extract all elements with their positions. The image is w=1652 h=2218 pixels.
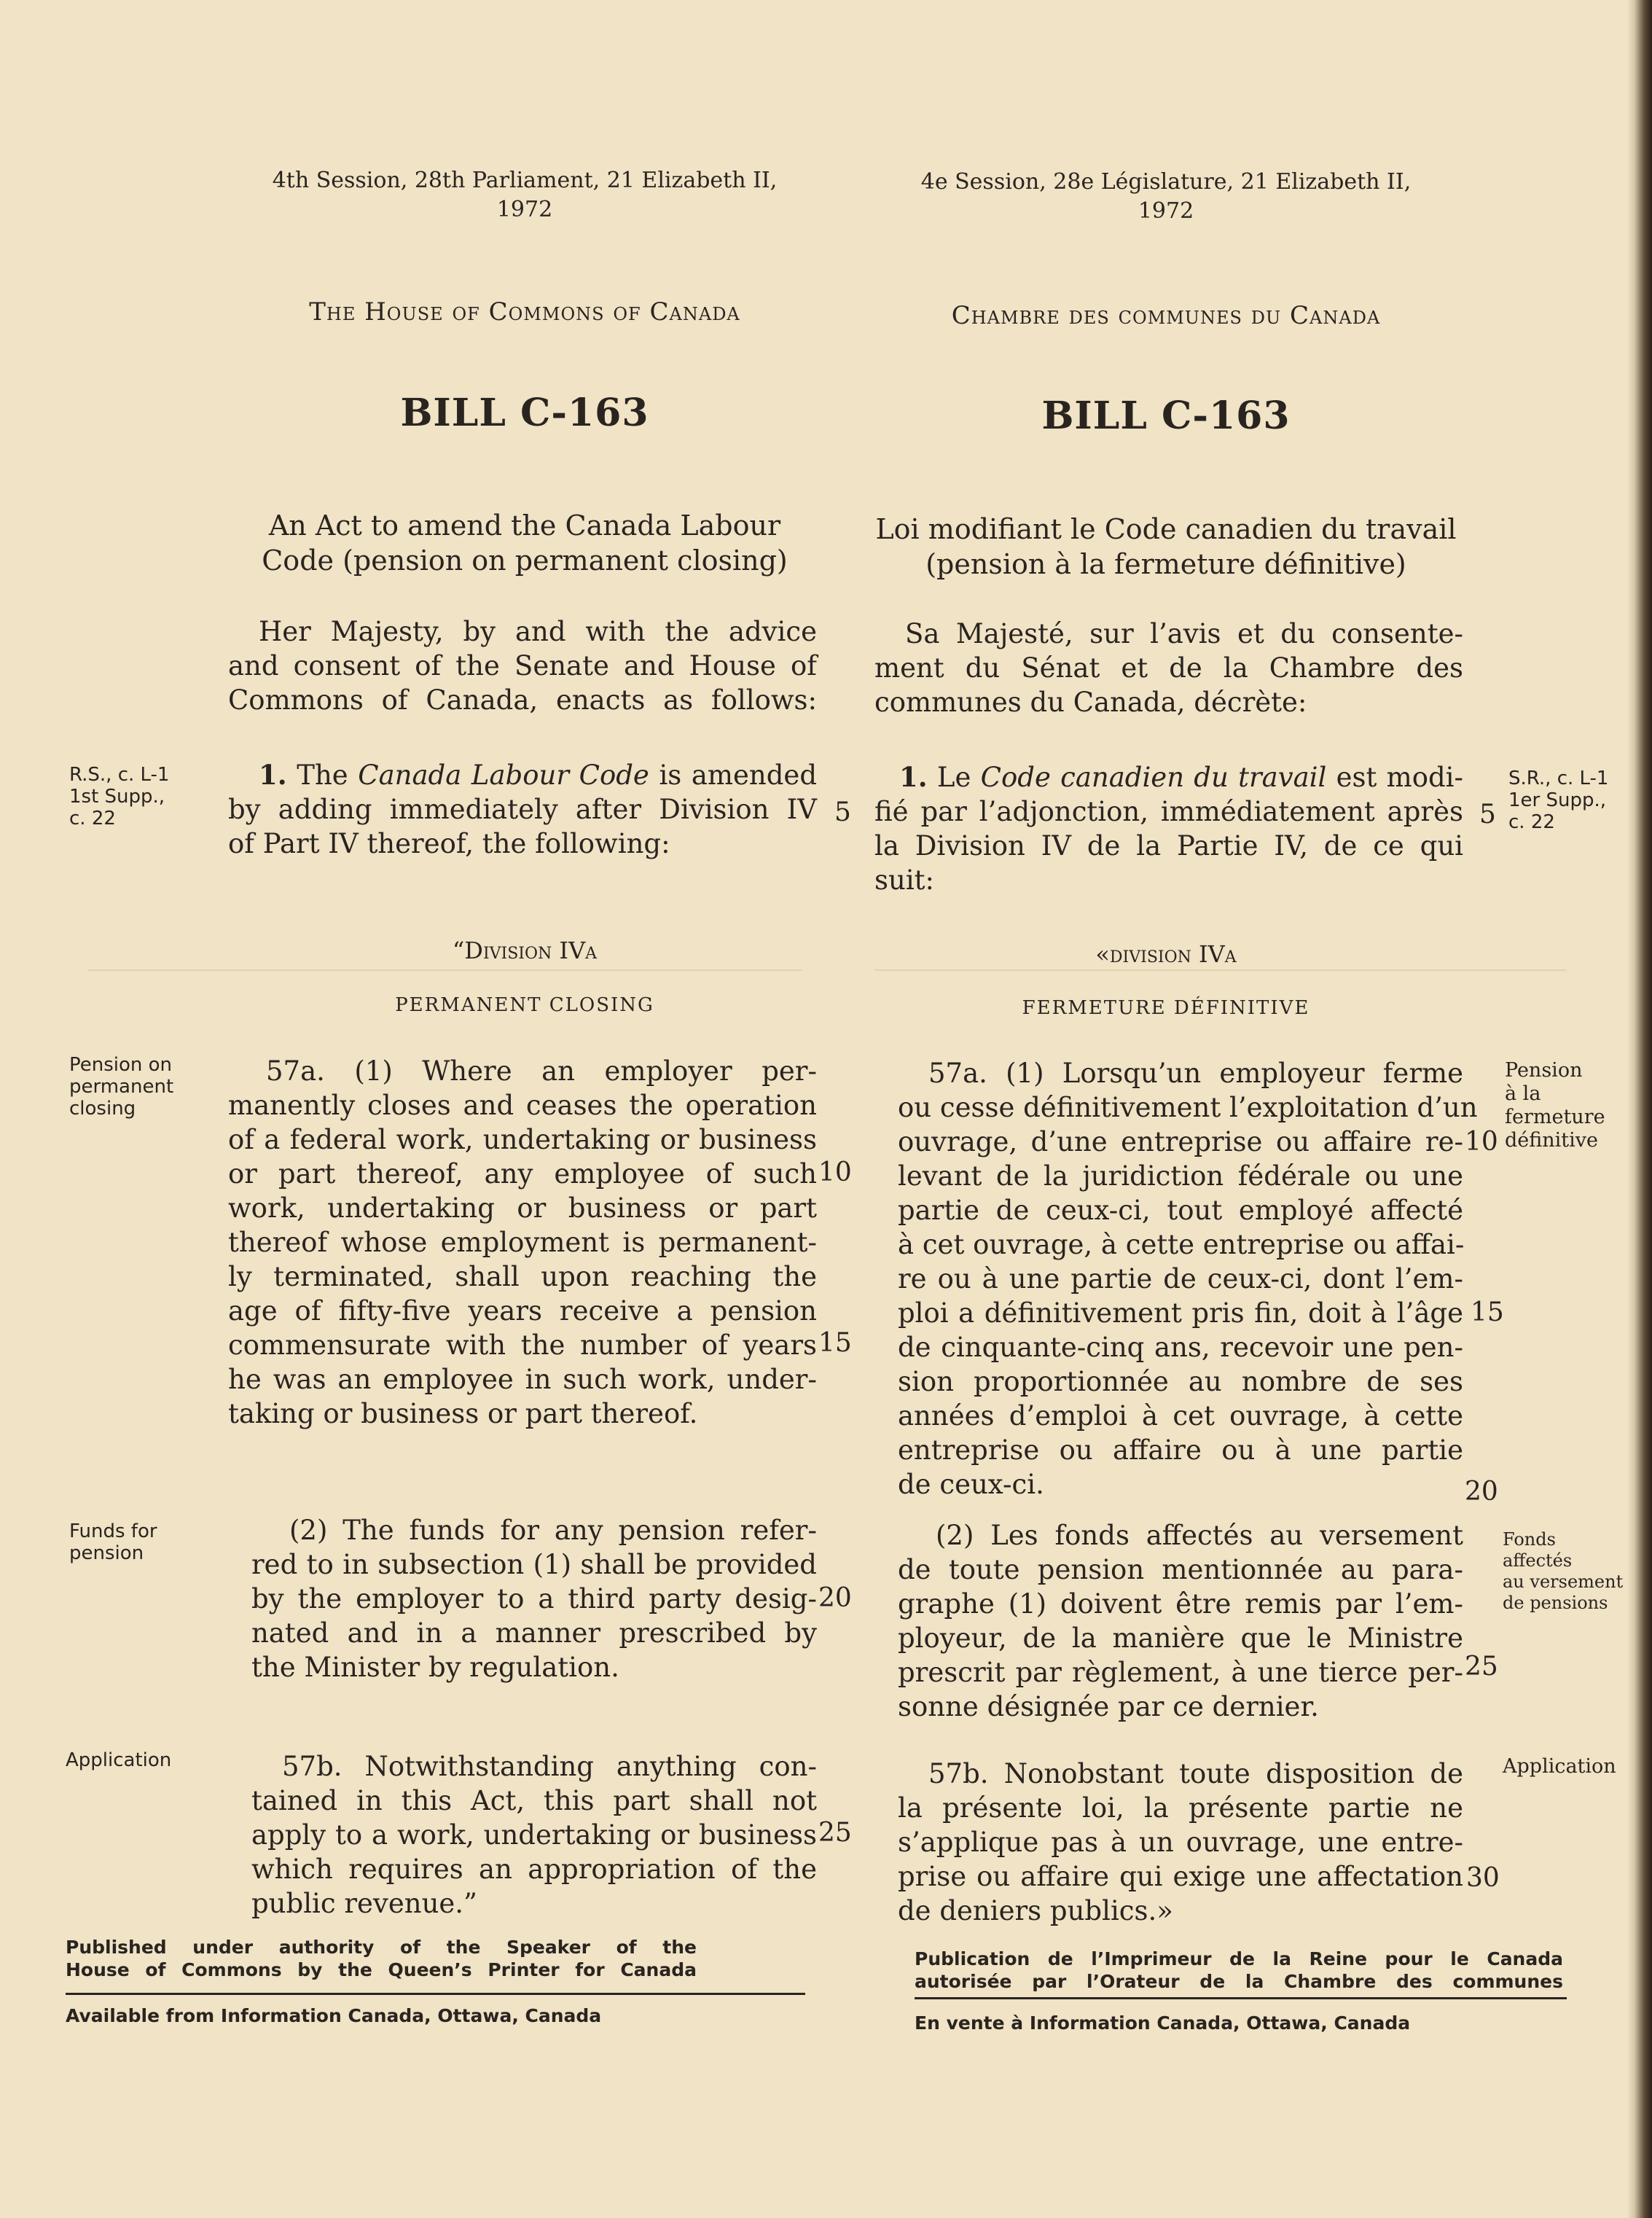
paragraph-line: ly terminated, shall upon reaching the	[228, 1261, 817, 1292]
margin-note-funds	[69, 1520, 157, 1564]
section-57a-1	[228, 1054, 817, 1431]
enacting-line: and consent of the Senate and House of	[228, 650, 817, 682]
enacting-clause	[874, 617, 1463, 719]
session-year: 1972	[496, 197, 553, 222]
paragraph-line: prescrit par règlement, à une tierce per-	[898, 1657, 1463, 1688]
paragraph-line: de ceux-ci.	[898, 1469, 1044, 1500]
paragraph-line: années d’emploi à cet ouvrage, à cette	[898, 1400, 1463, 1432]
margin-note-line: fermeture	[1505, 1106, 1605, 1128]
margin-note-line: c. 22	[69, 808, 116, 829]
margin-note-line: Pension	[1505, 1059, 1583, 1082]
bill-title-line: An Act to amend the Canada Labour	[268, 509, 781, 542]
bill-title-line: (pension à la fermeture définitive)	[925, 548, 1406, 580]
line-number: 25	[818, 1818, 852, 1848]
section-1-line	[228, 758, 817, 792]
division-heading: “Division IVa	[452, 937, 598, 964]
paragraph-line: the Minister by regulation.	[251, 1652, 619, 1683]
margin-note-line: de pensions	[1503, 1593, 1608, 1613]
margin-note-line: Fonds	[1503, 1529, 1556, 1550]
line-number: 20	[1465, 1477, 1498, 1507]
margin-note-line: à la	[1505, 1082, 1541, 1105]
bill-title	[860, 512, 1472, 582]
paragraph-line: ploi a définitivement pris fin, doit à l’âge	[898, 1297, 1463, 1329]
section-57a-1	[898, 1056, 1478, 1502]
section-1-line: suit:	[874, 864, 934, 896]
margin-note-application: Application	[1503, 1755, 1616, 1778]
paragraph-line: levant de la juridiction fédérale ou une	[898, 1160, 1463, 1192]
footer-rule	[66, 1993, 805, 1995]
paragraph-line: s’applique pas à un ouvrage, une entre-	[898, 1827, 1463, 1858]
paragraph-line: work, undertaking or business or part	[228, 1192, 817, 1224]
margin-note-pension	[69, 1054, 173, 1120]
paragraph-line: he was an employee in such work, under-	[228, 1364, 817, 1395]
paragraph-line: sion proportionnée au nombre de ses	[898, 1366, 1463, 1397]
publisher-note	[66, 1936, 697, 1981]
bill-number: BILL C-163	[400, 391, 649, 435]
bill-title-line: Loi modifiant le Code canadien du travail	[875, 513, 1457, 545]
enacting-line: Sa Majesté, sur l’avis et du consente-	[905, 618, 1463, 649]
session-line: 4th Session, 28th Parliament, 21 Elizabeth II,	[272, 168, 778, 193]
margin-note-line: pension	[69, 1542, 144, 1564]
line-number: 10	[818, 1157, 852, 1187]
line-number: 5	[1479, 800, 1496, 829]
bill-title-line: Code (pension on permanent closing)	[262, 544, 788, 577]
margin-note-line: affectés	[1503, 1550, 1573, 1571]
availability-note: En vente à Information Canada, Ottawa, Canada	[915, 2012, 1411, 2034]
act-name: Code canadien du travail	[980, 762, 1327, 793]
paragraph-line: (2) Les fonds affectés au versement	[936, 1520, 1463, 1551]
paragraph-line: re ou à une partie de ceux-ci, dont l’em-	[898, 1263, 1463, 1295]
paragraph-line: entreprise ou affaire ou à une partie	[898, 1434, 1463, 1466]
paragraph-line: which requires an appropriation of the	[251, 1854, 817, 1885]
margin-note-line: Funds for	[69, 1520, 157, 1542]
paragraph-line: nated and in a manner prescribed by	[251, 1617, 817, 1649]
session-line: 4e Session, 28e Législature, 21 Elizabeth II,	[920, 169, 1412, 195]
line-number: 30	[1466, 1863, 1500, 1893]
publisher-line: House of Commons by the Queen’s Printer for Canada	[66, 1959, 697, 1980]
margin-note-line: au versement	[1503, 1571, 1624, 1592]
paragraph-line: 57a. (1) Lorsqu’un employeur ferme	[928, 1058, 1463, 1089]
margin-note-line: Pension on	[69, 1054, 173, 1076]
enacting-line: Her Majesty, by and with the advice	[259, 616, 817, 647]
scan-edge	[1627, 0, 1652, 2218]
margin-note-funds	[1503, 1529, 1623, 1614]
enacting-line: communes du Canada, décrète:	[874, 687, 1307, 718]
section-57b	[898, 1757, 1463, 1928]
footer-rule	[915, 1997, 1567, 1999]
section-text: The	[297, 759, 348, 791]
house-name: Chambre des communes du Canada	[951, 301, 1381, 330]
paragraph-line: la présente loi, la présente partie ne	[898, 1792, 1463, 1824]
division-title: FERMETURE DÉFINITIVE	[1022, 997, 1310, 1019]
paragraph-line: ouvrage, d’une entreprise ou affaire re-	[898, 1126, 1463, 1157]
division-title: PERMANENT CLOSING	[395, 994, 654, 1016]
paragraph-line: apply to a work, undertaking or business	[251, 1819, 817, 1851]
act-name: Canada Labour Code	[358, 759, 649, 791]
margin-note-line: c. 22	[1508, 811, 1555, 833]
margin-note-line: 1er Supp.,	[1508, 789, 1607, 811]
paragraph-line: 57a. (1) Where an employer per-	[266, 1055, 817, 1087]
division-heading: «division IVa	[1095, 940, 1237, 968]
paragraph-line: graphe (1) doivent être remis par l’em-	[898, 1588, 1463, 1620]
section-57a-2	[251, 1513, 817, 1684]
margin-note-rs	[1508, 768, 1608, 833]
bill-number: BILL C-163	[1041, 394, 1291, 438]
margin-note-line: 1st Supp.,	[69, 786, 165, 808]
line-number: 20	[818, 1583, 852, 1613]
section-text: Le	[936, 762, 971, 793]
session-year: 1972	[1138, 198, 1194, 224]
paragraph-line: tained in this Act, this part shall not	[251, 1785, 817, 1816]
publisher-line: Published under authority of the Speaker of the	[66, 1937, 697, 1958]
paragraph-line: of a federal work, undertaking or business	[228, 1124, 817, 1155]
paragraph-line: taking or business or part thereof.	[228, 1398, 698, 1429]
paragraph-line: public revenue.”	[251, 1888, 477, 1919]
enacting-clause	[228, 614, 817, 717]
section-text: est modi-	[1336, 762, 1464, 793]
availability-note: Available from Information Canada, Ottawa, Canada	[66, 2005, 602, 2026]
section-1-line: la Division IV de la Partie IV, de ce qui	[874, 830, 1463, 862]
enacting-line: Commons of Canada, enacts as follows:	[228, 684, 817, 716]
bill-title	[219, 508, 831, 578]
paragraph-line: by the employer to a third party desig-	[251, 1583, 817, 1614]
section-1-line	[874, 760, 1463, 794]
enacting-line: ment du Sénat et de la Chambre des	[874, 652, 1463, 684]
paragraph-line: prise ou affaire qui exige une affectation	[898, 1861, 1463, 1892]
section-number: 1.	[259, 759, 287, 791]
publisher-line: Publication de l’Imprimeur de la Reine pour le Canada	[915, 1948, 1563, 1969]
paragraph-line: partie de ceux-ci, tout employé affecté	[898, 1195, 1463, 1226]
line-number: 5	[834, 797, 851, 827]
section-number: 1.	[899, 761, 928, 793]
margin-note-pension	[1505, 1059, 1605, 1152]
paragraph-line: 57b. Notwithstanding anything con-	[282, 1751, 817, 1782]
paragraph-line: de deniers publics.»	[898, 1895, 1173, 1926]
paragraph-line: de toute pension mentionnée au para-	[898, 1554, 1463, 1585]
paragraph-line: age of fifty-five years receive a pension	[228, 1295, 817, 1327]
section-text: is amended	[659, 759, 818, 791]
section-57a-2	[898, 1518, 1463, 1724]
house-name: The House of Commons of Canada	[309, 297, 740, 327]
line-number: 10	[1465, 1127, 1498, 1157]
line-number: 15	[818, 1328, 852, 1358]
paragraph-line: (2) The funds for any pension refer-	[289, 1515, 817, 1546]
paragraph-line: manently closes and ceases the operation	[228, 1090, 817, 1121]
paragraph-line: commensurate with the number of years	[228, 1329, 817, 1361]
margin-note-rs	[69, 764, 169, 829]
show-through-rule	[874, 969, 1567, 971]
margin-note-line: R.S., c. L-1	[69, 764, 170, 786]
publisher-line: autorisée par l’Orateur de la Chambre des communes	[915, 1971, 1563, 1992]
paragraph-line: red to in subsection (1) shall be provided	[251, 1549, 817, 1580]
paragraph-line: de cinquante-cinq ans, recevoir une pen-	[898, 1332, 1463, 1363]
section-1	[228, 758, 817, 861]
paragraph-line: ployeur, de la manière que le Ministre	[898, 1623, 1463, 1654]
section-1	[874, 760, 1463, 897]
paragraph-line: à cet ouvrage, à cette entreprise ou affai-	[898, 1229, 1465, 1260]
paragraph-line: 57b. Nonobstant toute disposition de	[928, 1758, 1463, 1789]
line-number: 15	[1471, 1297, 1504, 1327]
margin-note-line: S.R., c. L-1	[1508, 768, 1609, 789]
show-through-rule	[87, 969, 802, 971]
section-1-line: of Part IV thereof, the following:	[228, 828, 670, 859]
paragraph-line: sonne désignée par ce dernier.	[898, 1691, 1319, 1722]
paragraph-line: thereof whose employment is permanent-	[228, 1227, 817, 1258]
section-1-line: by adding immediately after Division IV	[228, 794, 817, 825]
margin-note-line: définitive	[1505, 1129, 1599, 1152]
margin-note-application: Application	[66, 1749, 172, 1771]
section-1-line: fié par l’adjonction, immédiatement après	[874, 796, 1463, 827]
paragraph-line: or part thereof, any employee of such	[228, 1158, 817, 1190]
paragraph-line: ou cesse définitivement l’exploitation d’un	[898, 1092, 1478, 1123]
margin-note-line: permanent	[69, 1076, 174, 1098]
publisher-note	[915, 1948, 1563, 1993]
section-57b	[251, 1749, 817, 1921]
margin-note-line: closing	[69, 1098, 136, 1120]
line-number: 25	[1465, 1652, 1498, 1682]
